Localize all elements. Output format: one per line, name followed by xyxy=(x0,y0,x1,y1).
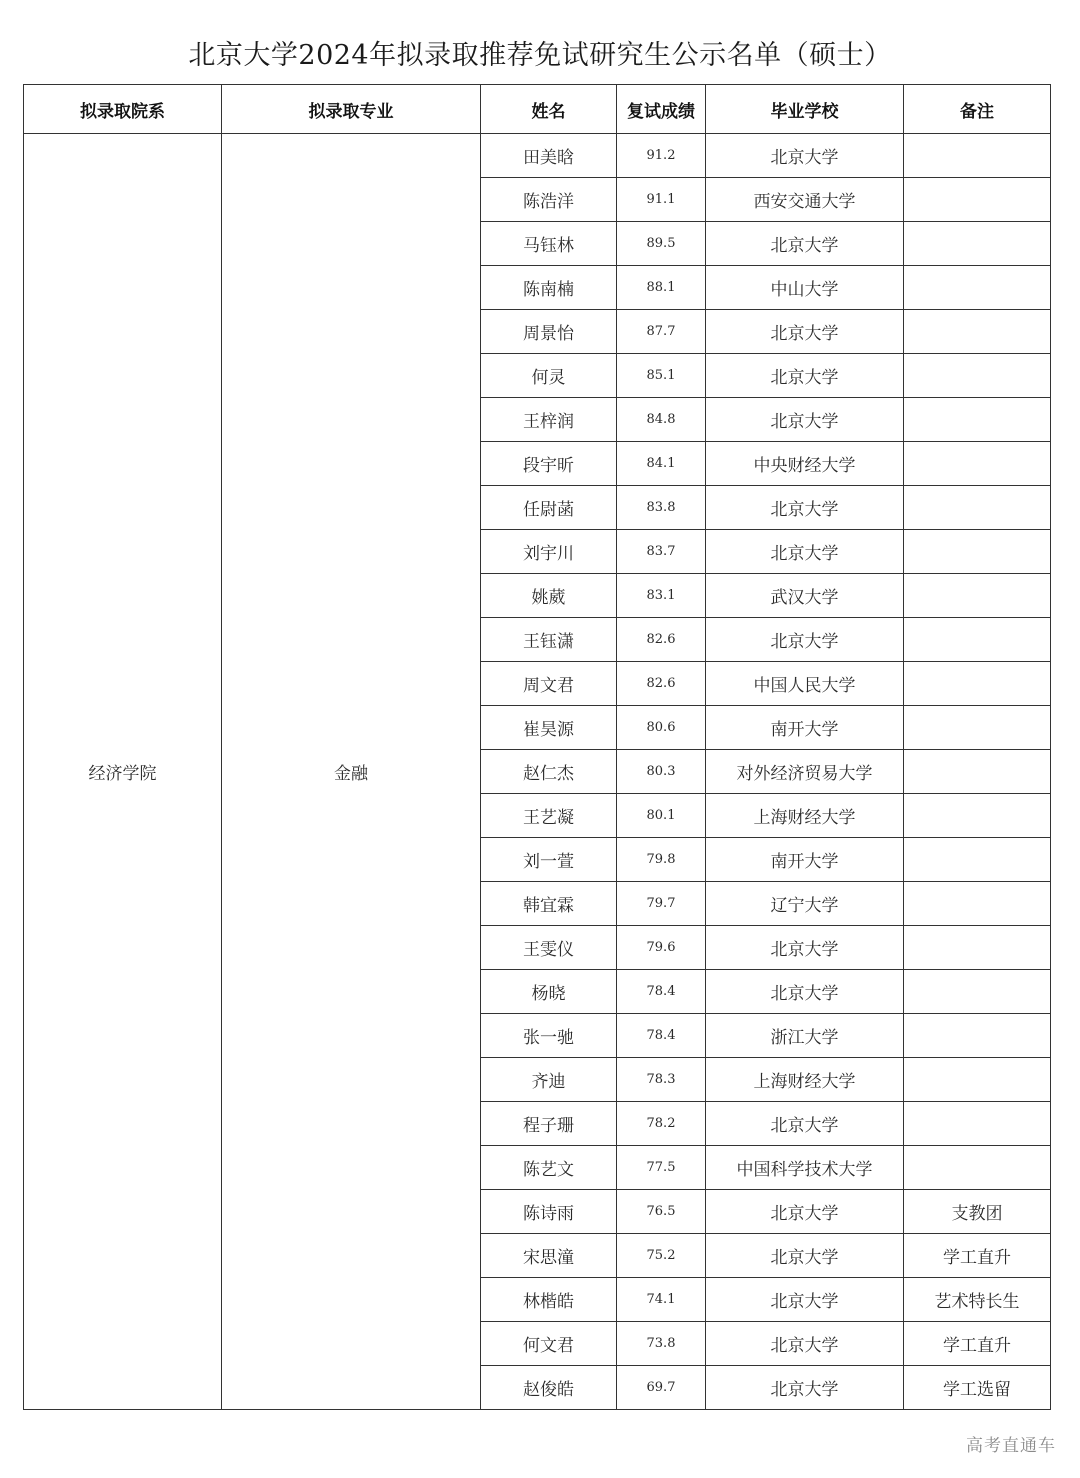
score-cell: 89.5 xyxy=(617,222,706,266)
score-cell: 84.8 xyxy=(617,398,706,442)
name-cell: 周景怡 xyxy=(481,310,617,354)
school-cell: 北京大学 xyxy=(706,1278,904,1322)
note-cell: 学工选留 xyxy=(904,1366,1051,1410)
school-cell: 中山大学 xyxy=(706,266,904,310)
school-cell: 北京大学 xyxy=(706,134,904,178)
school-cell: 北京大学 xyxy=(706,1322,904,1366)
school-cell: 上海财经大学 xyxy=(706,1058,904,1102)
name-cell: 杨晓 xyxy=(481,970,617,1014)
note-cell xyxy=(904,794,1051,838)
table-body xyxy=(24,134,1051,1410)
score-cell: 85.1 xyxy=(617,354,706,398)
note-cell xyxy=(904,530,1051,574)
score-cell: 78.4 xyxy=(617,970,706,1014)
school-cell: 南开大学 xyxy=(706,706,904,750)
note-cell xyxy=(904,882,1051,926)
school-cell: 上海财经大学 xyxy=(706,794,904,838)
note-cell xyxy=(904,838,1051,882)
header-department: 拟录取院系 xyxy=(24,85,222,134)
score-cell: 91.1 xyxy=(617,178,706,222)
name-cell: 陈诗雨 xyxy=(481,1190,617,1234)
page-title: 北京大学2024年拟录取推荐免试研究生公示名单（硕士） xyxy=(188,40,892,71)
score-cell: 78.3 xyxy=(617,1058,706,1102)
score-cell: 82.6 xyxy=(617,662,706,706)
name-cell: 张一驰 xyxy=(481,1014,617,1058)
score-cell: 83.7 xyxy=(617,530,706,574)
score-cell: 88.1 xyxy=(617,266,706,310)
name-cell: 程子珊 xyxy=(481,1102,617,1146)
school-cell: 北京大学 xyxy=(706,618,904,662)
score-cell: 75.2 xyxy=(617,1234,706,1278)
name-cell: 陈南楠 xyxy=(481,266,617,310)
school-cell: 北京大学 xyxy=(706,1366,904,1410)
note-cell xyxy=(904,618,1051,662)
score-cell: 84.1 xyxy=(617,442,706,486)
school-cell: 北京大学 xyxy=(706,222,904,266)
name-cell: 周文君 xyxy=(481,662,617,706)
note-cell xyxy=(904,442,1051,486)
score-cell: 78.4 xyxy=(617,1014,706,1058)
score-cell: 73.8 xyxy=(617,1322,706,1366)
school-cell: 北京大学 xyxy=(706,398,904,442)
header-major: 拟录取专业 xyxy=(222,85,481,134)
department-cell: 经济学院 xyxy=(24,134,222,1410)
header-note: 备注 xyxy=(904,85,1051,134)
note-cell xyxy=(904,1014,1051,1058)
header-school: 毕业学校 xyxy=(706,85,904,134)
school-cell: 北京大学 xyxy=(706,530,904,574)
note-cell xyxy=(904,1102,1051,1146)
score-cell: 80.1 xyxy=(617,794,706,838)
note-cell xyxy=(904,398,1051,442)
school-cell: 北京大学 xyxy=(706,354,904,398)
name-cell: 陈艺文 xyxy=(481,1146,617,1190)
name-cell: 何文君 xyxy=(481,1322,617,1366)
name-cell: 齐迪 xyxy=(481,1058,617,1102)
name-cell: 王梓润 xyxy=(481,398,617,442)
name-cell: 刘宇川 xyxy=(481,530,617,574)
name-cell: 马钰林 xyxy=(481,222,617,266)
note-cell xyxy=(904,1146,1051,1190)
name-cell: 陈浩洋 xyxy=(481,178,617,222)
header-row xyxy=(24,85,1051,134)
header-score: 复试成绩 xyxy=(617,85,706,134)
score-cell: 76.5 xyxy=(617,1190,706,1234)
school-cell: 中国科学技术大学 xyxy=(706,1146,904,1190)
score-cell: 87.7 xyxy=(617,310,706,354)
note-cell xyxy=(904,178,1051,222)
major-cell: 金融 xyxy=(222,134,481,1410)
note-cell xyxy=(904,750,1051,794)
score-cell: 83.8 xyxy=(617,486,706,530)
name-cell: 宋思潼 xyxy=(481,1234,617,1278)
note-cell xyxy=(904,662,1051,706)
school-cell: 中国人民大学 xyxy=(706,662,904,706)
name-cell: 王钰潇 xyxy=(481,618,617,662)
note-cell xyxy=(904,310,1051,354)
school-cell: 南开大学 xyxy=(706,838,904,882)
header-name: 姓名 xyxy=(481,85,617,134)
note-cell: 学工直升 xyxy=(904,1322,1051,1366)
score-cell: 77.5 xyxy=(617,1146,706,1190)
admission-table xyxy=(23,84,1051,1410)
school-cell: 对外经济贸易大学 xyxy=(706,750,904,794)
score-cell: 74.1 xyxy=(617,1278,706,1322)
school-cell: 北京大学 xyxy=(706,310,904,354)
school-cell: 浙江大学 xyxy=(706,1014,904,1058)
name-cell: 田美晗 xyxy=(481,134,617,178)
note-cell xyxy=(904,574,1051,618)
name-cell: 崔昊源 xyxy=(481,706,617,750)
note-cell xyxy=(904,706,1051,750)
note-cell xyxy=(904,354,1051,398)
name-cell: 赵仁杰 xyxy=(481,750,617,794)
name-cell: 韩宜霖 xyxy=(481,882,617,926)
table-row xyxy=(24,134,1051,178)
note-cell: 学工直升 xyxy=(904,1234,1051,1278)
score-cell: 69.7 xyxy=(617,1366,706,1410)
note-cell: 支教团 xyxy=(904,1190,1051,1234)
name-cell: 段宇昕 xyxy=(481,442,617,486)
note-cell xyxy=(904,970,1051,1014)
score-cell: 78.2 xyxy=(617,1102,706,1146)
score-cell: 79.8 xyxy=(617,838,706,882)
school-cell: 北京大学 xyxy=(706,1102,904,1146)
school-cell: 北京大学 xyxy=(706,486,904,530)
score-cell: 83.1 xyxy=(617,574,706,618)
school-cell: 北京大学 xyxy=(706,970,904,1014)
name-cell: 姚葳 xyxy=(481,574,617,618)
school-cell: 北京大学 xyxy=(706,1234,904,1278)
name-cell: 何灵 xyxy=(481,354,617,398)
note-cell: 艺术特长生 xyxy=(904,1278,1051,1322)
note-cell xyxy=(904,266,1051,310)
name-cell: 王雯仪 xyxy=(481,926,617,970)
note-cell xyxy=(904,134,1051,178)
watermark-text: 高考直通车 xyxy=(966,1436,1056,1456)
school-cell: 中央财经大学 xyxy=(706,442,904,486)
score-cell: 79.7 xyxy=(617,882,706,926)
score-cell: 79.6 xyxy=(617,926,706,970)
score-cell: 91.2 xyxy=(617,134,706,178)
school-cell: 武汉大学 xyxy=(706,574,904,618)
note-cell xyxy=(904,486,1051,530)
note-cell xyxy=(904,926,1051,970)
name-cell: 刘一萱 xyxy=(481,838,617,882)
score-cell: 80.3 xyxy=(617,750,706,794)
score-cell: 80.6 xyxy=(617,706,706,750)
note-cell xyxy=(904,1058,1051,1102)
name-cell: 王艺凝 xyxy=(481,794,617,838)
school-cell: 辽宁大学 xyxy=(706,882,904,926)
name-cell: 任尉菡 xyxy=(481,486,617,530)
score-cell: 82.6 xyxy=(617,618,706,662)
name-cell: 林楷皓 xyxy=(481,1278,617,1322)
note-cell xyxy=(904,222,1051,266)
school-cell: 西安交通大学 xyxy=(706,178,904,222)
school-cell: 北京大学 xyxy=(706,1190,904,1234)
school-cell: 北京大学 xyxy=(706,926,904,970)
name-cell: 赵俊皓 xyxy=(481,1366,617,1410)
